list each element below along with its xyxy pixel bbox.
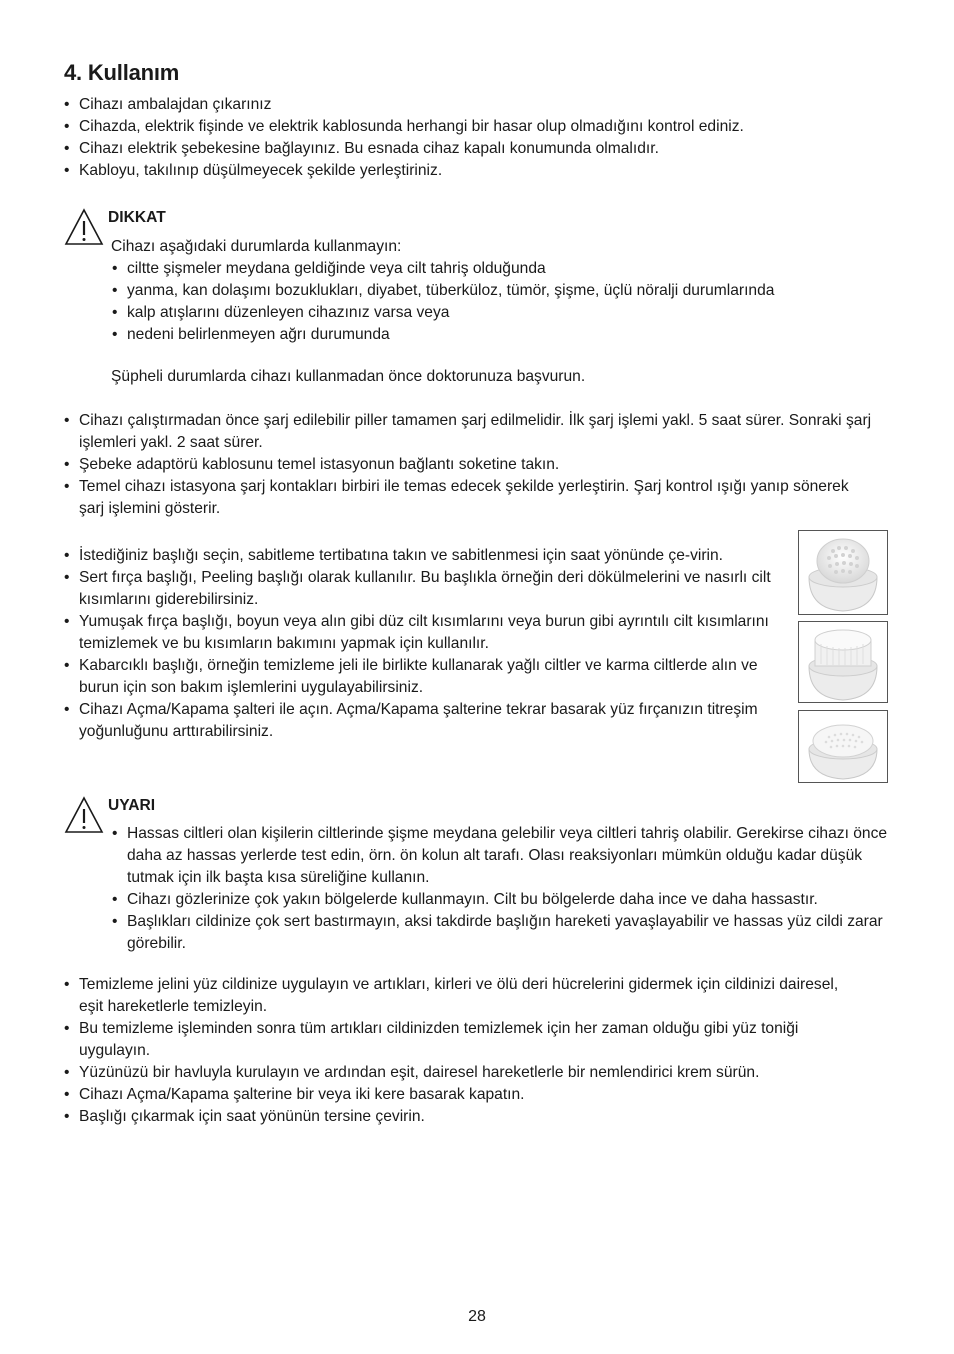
section-title: 4. Kullanım [64, 60, 180, 85]
intro-list [64, 94, 864, 182]
list-item: • yanma, kan dolaşımı bozuklukları, diyabet, tüberküloz, tümör, şişme, üçlü nöralji durumlarında [112, 280, 892, 302]
list-item: • Sert fırça başlığı, Peeling başlığı olarak kullanılır. Bu başlıkla örneğin deri dökülmelerini ve nasırlı cilt kısımlarını giderebilirsiniz. [64, 567, 776, 611]
page-number: 28 [468, 1308, 486, 1325]
warning-triangle-icon [64, 796, 104, 834]
list-item: • Kabloyu, takılınıp düşülmeyecek şekilde yerleştiriniz. [64, 160, 864, 182]
list-item: • Kabarcıklı başlığı, örneğin temizleme jeli ile birlikte kullanarak yağlı ciltler ve karma ciltlerde alın ve burun için son bakım işlemlerini uygulayabilirsiniz. [64, 655, 776, 699]
list-item: • Cihazı ambalajdan çıkarınız [64, 94, 864, 116]
list-item: • Cihazda, elektrik fişinde ve elektrik kablosunda herhangi bir hasar olup olmadığını kontrol ediniz. [64, 116, 864, 138]
list-item: • Yüzünüzü bir havluyla kurulayın ve ardından eşit, dairesel hareketlerle bir nemlendirici krem sürün. [64, 1062, 854, 1084]
dikkat-note: Şüpheli durumlarda cihazı kullanmadan önce doktorunuza başvurun. [111, 368, 586, 385]
warning-triangle-icon [64, 208, 104, 246]
list-item: • Cihazı gözlerinize çok yakın bölgelerde kullanmayın. Cilt bu bölgelerde daha ince ve daha hassastır. [112, 889, 890, 911]
heads-list [64, 545, 776, 743]
list-item: • Hassas ciltleri olan kişilerin ciltlerinde şişme meydana gelebilir veya ciltleri tahriş olabilir. Gerekirse cihazı önce daha az hassas yerlerde test edin, örn. ön kolun alt tarafı. Olası reaksiyonları mümkün olduğu kadar düşük tutmak için ilk başta kısa süreliğine kullanın. [112, 823, 890, 889]
list-item: • Bu temizleme işleminden sonra tüm artıkları cildinizden temizlemek için her zaman olduğu gibi yüz toniği uygulayın. [64, 1018, 854, 1062]
bubble-head-image [798, 710, 888, 783]
list-item: • Cihazı Açma/Kapama şalterine bir veya iki kere basarak kapatın. [64, 1084, 854, 1106]
list-item: • Cihazı elektrik şebekesine bağlayınız. Bu esnada cihaz kapalı konumunda olmalıdır. [64, 138, 864, 160]
list-item: • Yumuşak fırça başlığı, boyun veya alın gibi düz cilt kısımlarını veya burun gibi ayrıntılı cilt kısımlarını temizlemek ve bu kısımların bakımını yapmak için kullanılır. [64, 611, 776, 655]
dikkat-list [112, 258, 892, 346]
list-item: • İstediğiniz başlığı seçin, sabitleme tertibatına takın ve sabitlenmesi için saat yönünde çe-virin. [64, 545, 776, 567]
list-item: • Temel cihazı istasyona şarj kontakları birbiri ile temas edecek şekilde yerleştirin. Şarj kontrol ışığı yanıp sönerek şarj işlemini gösterir. [64, 476, 874, 520]
uyari-title: UYARI [108, 797, 156, 814]
cleaning-list [64, 974, 854, 1128]
dikkat-title: DIKKAT [108, 209, 166, 226]
charge-list [64, 410, 874, 520]
list-item: • Şebeke adaptörü kablosunu temel istasyonun bağlantı soketine takın. [64, 454, 874, 476]
list-item: • kalp atışlarını düzenleyen cihazınız varsa veya [112, 302, 892, 324]
hard-brush-head-image [798, 530, 888, 615]
list-item: • nedeni belirlenmeyen ağrı durumunda [112, 324, 892, 346]
list-item: • Cihazı çalıştırmadan önce şarj edilebilir piller tamamen şarj edilmelidir. İlk şarj işlemi yakl. 5 saat sürer. Sonraki şarj işlemleri yakl. 2 saat sürer. [64, 410, 874, 454]
dikkat-lead: Cihazı aşağıdaki durumlarda kullanmayın: [111, 238, 402, 255]
list-item: • Başlıkları cildinize çok sert bastırmayın, aksi takdirde başlığın hareketi yavaşlayabilir ve hassas yüz cildi zarar görebilir. [112, 911, 890, 955]
list-item: • Başlığı çıkarmak için saat yönünün tersine çevirin. [64, 1106, 854, 1128]
uyari-list [112, 823, 890, 955]
soft-brush-head-image [798, 621, 888, 703]
list-item: • ciltte şişmeler meydana geldiğinde veya cilt tahriş olduğunda [112, 258, 892, 280]
list-item: • Temizleme jelini yüz cildinize uygulayın ve artıkları, kirleri ve ölü deri hücrelerini gidermek için cildinizi dairesel, eşit hareketlerle temizleyin. [64, 974, 854, 1018]
list-item: • Cihazı Açma/Kapama şalteri ile açın. Açma/Kapama şalterine tekrar basarak yüz fırçanızın titreşim yoğunluğunu arttırabilirsiniz. [64, 699, 776, 743]
